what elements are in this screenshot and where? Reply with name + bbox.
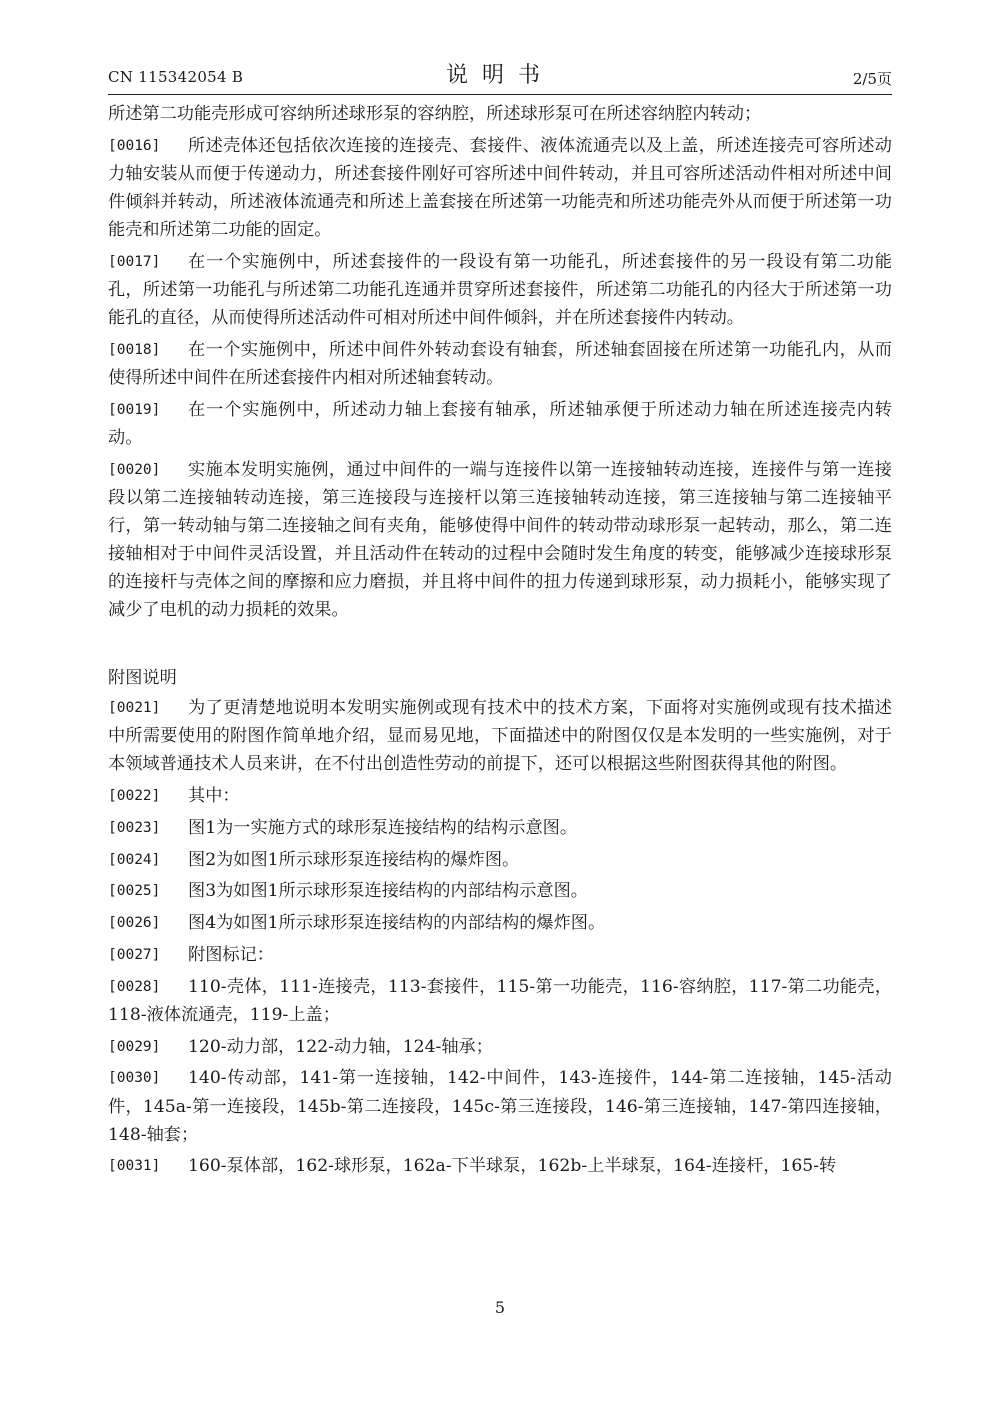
paragraph-text: 在一个实施例中，所述中间件外转动套设有轴套，所述轴套固接在所述第一功能孔内，从而使得所述中间件在所述套接件内相对所述轴套转动。 bbox=[108, 339, 892, 388]
paragraph bbox=[108, 973, 892, 1029]
paragraph bbox=[108, 1152, 892, 1180]
paragraph bbox=[108, 248, 892, 332]
paragraph-text: 图3为如图1所示球形泵连接结构的内部结构示意图。 bbox=[188, 881, 588, 902]
page-number: 5 bbox=[494, 1298, 506, 1317]
paragraph-number: [0025] bbox=[108, 883, 161, 900]
paragraph-number: [0026] bbox=[108, 915, 161, 932]
paragraph-number: [0029] bbox=[108, 1038, 161, 1055]
paragraph-number: [0023] bbox=[108, 819, 161, 836]
paragraph bbox=[108, 941, 892, 969]
paragraph-text: 在一个实施例中，所述动力轴上套接有轴承，所述轴承便于所述动力轴在所述连接壳内转动。 bbox=[108, 399, 892, 448]
paragraph bbox=[108, 336, 892, 392]
paragraph-number: [0024] bbox=[108, 851, 161, 868]
page-count: 2/5页 bbox=[852, 70, 892, 88]
paragraph-text: 在一个实施例中，所述套接件的一段设有第一功能孔，所述套接件的另一段设有第二功能孔，所述第一功能孔与所述第二功能孔连通并贯穿所述套接件，所述第二功能孔的内径大于所述第一功能孔的直径，从而使得所述活动件可相对所述中间件倾斜，并在所述套接件内转动。 bbox=[108, 251, 892, 329]
paragraph bbox=[108, 909, 892, 937]
paragraph-number: [0028] bbox=[108, 978, 161, 995]
paragraph-text: 实施本发明实施例，通过中间件的一端与连接件以第一连接轴转动连接，连接件与第一连接段以第二连接轴转动连接，第三连接段与连接杆以第三连接轴转动连接，第三连接轴与第二连接轴平行，第一转动轴与第二连接轴之间有夹角，能够使得中间件的转动带动球形泵一起转动，那么，第二连接轴相对于中间件灵活设置，并且活动件在转动的过程中会随时发生角度的转变，能够减少连接球形泵的连接杆与壳体之间的摩擦和应力磨损，并且将中间件的扭力传递到球形泵，动力损耗小，能够实现了减少了电机的动力损耗的效果。 bbox=[108, 459, 892, 621]
paragraph bbox=[108, 132, 892, 244]
paragraph bbox=[108, 782, 892, 810]
paragraph-number: [0031] bbox=[108, 1158, 161, 1175]
paragraph-number: [0030] bbox=[108, 1070, 161, 1087]
paragraph-number: [0020] bbox=[108, 461, 161, 478]
paragraph-text: 图4为如图1所示球形泵连接结构的内部结构的爆炸图。 bbox=[188, 913, 606, 934]
paragraph-list-figures bbox=[108, 694, 892, 1180]
paragraph-number: [0019] bbox=[108, 401, 161, 418]
paragraph-text: 140-传动部，141-第一连接轴，142-中间件，143-连接件，144-第二连接轴，145-活动件，145a-第一连接段，145b-第二连接段，145c-第三连接段，146-第三连接轴，147-第四连接轴，148-轴套； bbox=[108, 1068, 892, 1145]
paragraph bbox=[108, 694, 892, 778]
paragraph-text: 120-动力部，122-动力轴，124-轴承； bbox=[188, 1036, 493, 1057]
document-body bbox=[108, 100, 892, 1184]
paragraph-text: 为了更清楚地说明本发明实施例或现有技术中的技术方案，下面将对实施例或现有技术描述中所需要使用的附图作简单地介绍，显而易见地，下面描述中的附图仅仅是本发明的一些实施例，对于本领域普通技术人员来讲，在不付出创造性劳动的前提下，还可以根据这些附图获得其他的附图。 bbox=[108, 698, 892, 775]
paragraph bbox=[108, 877, 892, 905]
header-divider bbox=[108, 94, 892, 95]
paragraph bbox=[108, 846, 892, 874]
paragraph bbox=[108, 100, 892, 128]
paragraph-text: 所述壳体还包括依次连接的连接壳、套接件、液体流通壳以及上盖，所述连接壳可容所述动力轴安装从而便于传递动力，所述套接件刚好可容所述中间件转动，并且可容所述活动件相对所述中间件倾斜并转动，所述液体流通壳和所述上盖套接在所述第一功能壳和所述功能壳外从而便于所述第一功能壳和所述第二功能的固定。 bbox=[108, 135, 892, 241]
paragraph bbox=[108, 1064, 892, 1148]
paragraph bbox=[108, 814, 892, 842]
paragraph-text: 附图标记： bbox=[188, 945, 274, 965]
paragraph-text: 图2为如图1所示球形泵连接结构的爆炸图。 bbox=[188, 849, 520, 870]
paragraph-number: [0016] bbox=[108, 137, 161, 154]
section-heading: 附图说明 bbox=[108, 668, 177, 689]
paragraph-number: [0021] bbox=[108, 700, 161, 717]
paragraph-number: [0017] bbox=[108, 253, 161, 270]
paragraph-text: 图1为一实施方式的球形泵连接结构的结构示意图。 bbox=[188, 817, 578, 838]
paragraph-number: [0018] bbox=[108, 341, 161, 358]
page-header bbox=[108, 58, 892, 92]
paragraph-text: 160-泵体部，162-球形泵，162a-下半球泵，162b-上半球泵，164-连接杆，165-转 bbox=[188, 1156, 837, 1177]
page-title: 说明书 bbox=[445, 63, 554, 88]
paragraph-text: 其中： bbox=[188, 786, 240, 807]
paragraph-list bbox=[108, 100, 892, 624]
paragraph-number: [0022] bbox=[108, 788, 161, 805]
paragraph-text: 所述第二功能壳形成可容纳所述球形泵的容纳腔，所述球形泵可在所述容纳腔内转动； bbox=[108, 104, 762, 124]
paragraph bbox=[108, 456, 892, 625]
paragraph bbox=[108, 1033, 892, 1061]
paragraph-number: [0027] bbox=[108, 947, 161, 963]
paragraph bbox=[108, 396, 892, 452]
paragraph-text: 110-壳体，111-连接壳，113-套接件，115-第一功能壳，116-容纳腔，117-第二功能壳，118-液体流通壳，119-上盖； bbox=[108, 976, 892, 1025]
doc-number: CN 115342054 B bbox=[108, 68, 244, 86]
